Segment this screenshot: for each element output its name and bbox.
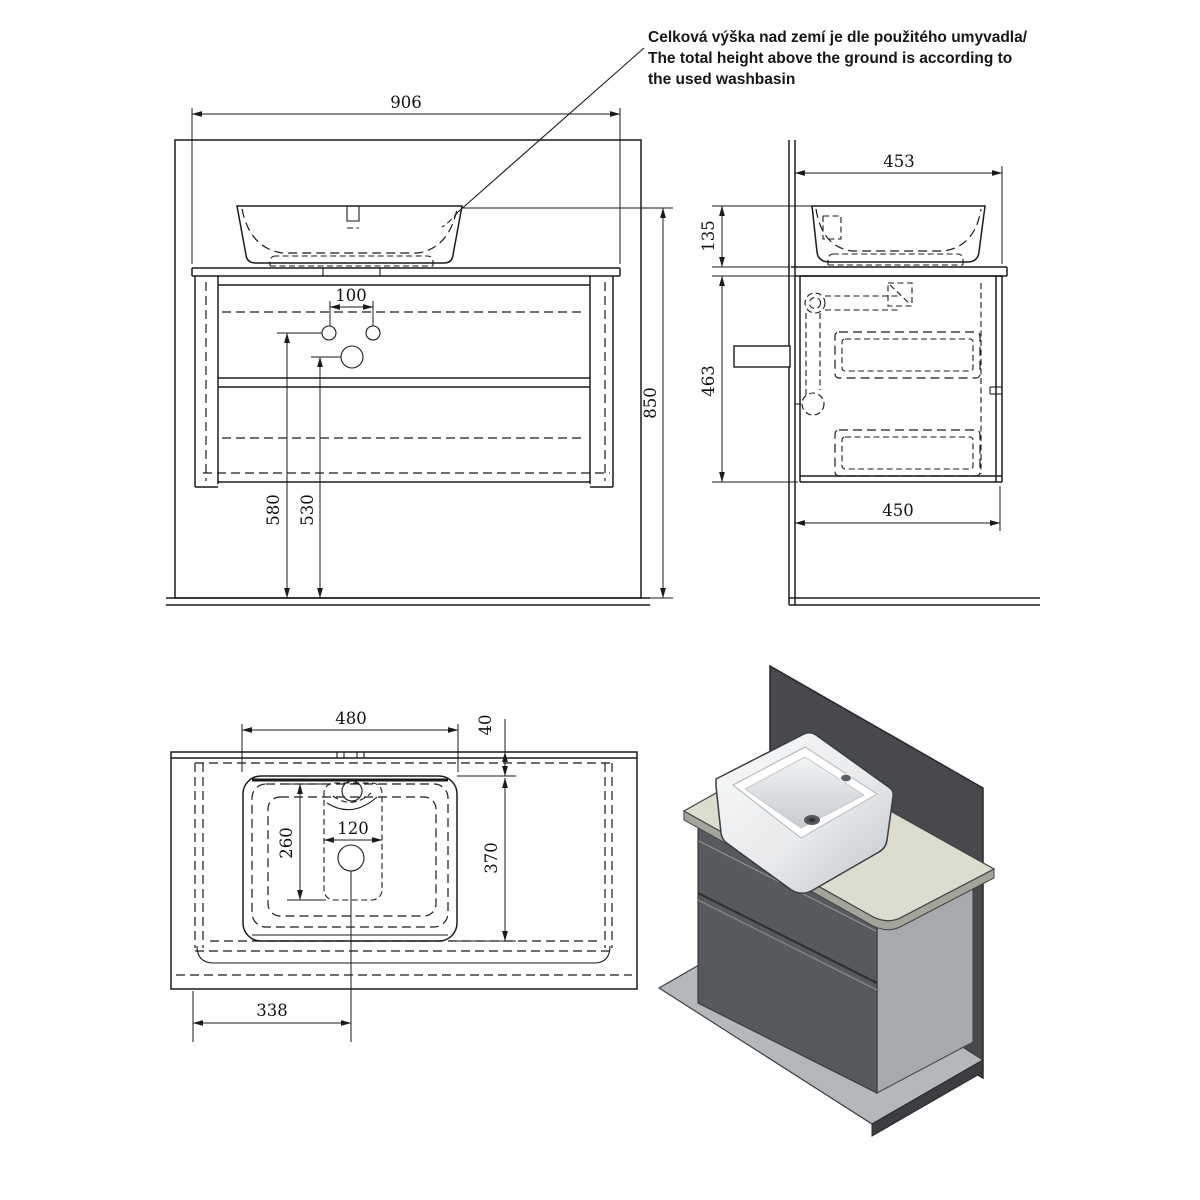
dim-40-label: 40 [476,714,495,736]
dim-450-label: 450 [882,501,914,520]
dim-260-label: 260 [277,827,296,859]
dim-480-label: 480 [335,709,367,728]
dim-370-label: 370 [482,842,501,874]
iso-drain-hole-center [809,818,816,822]
dim-530-label: 530 [298,494,317,526]
dim-120-label: 120 [337,819,369,838]
dim-580-label: 580 [264,494,283,526]
iso-tap-hole [841,774,852,782]
dim-453-label: 453 [883,152,915,171]
annotation-line-3: the used washbasin [648,71,796,88]
dim-850-label: 850 [641,387,660,419]
dim-135-label: 135 [699,220,718,252]
dim-338-label: 338 [256,1001,288,1020]
dim-100-label: 100 [335,286,367,305]
annotation-line-2: The total height above the ground is according to [648,50,1013,67]
side-wall-bracket [734,346,790,367]
dim-463-label: 463 [699,365,718,397]
annotation-line-1: Celková výška nad zemí je dle použitého umyvadla/ [648,29,1028,46]
dim-906-label: 906 [390,93,422,112]
